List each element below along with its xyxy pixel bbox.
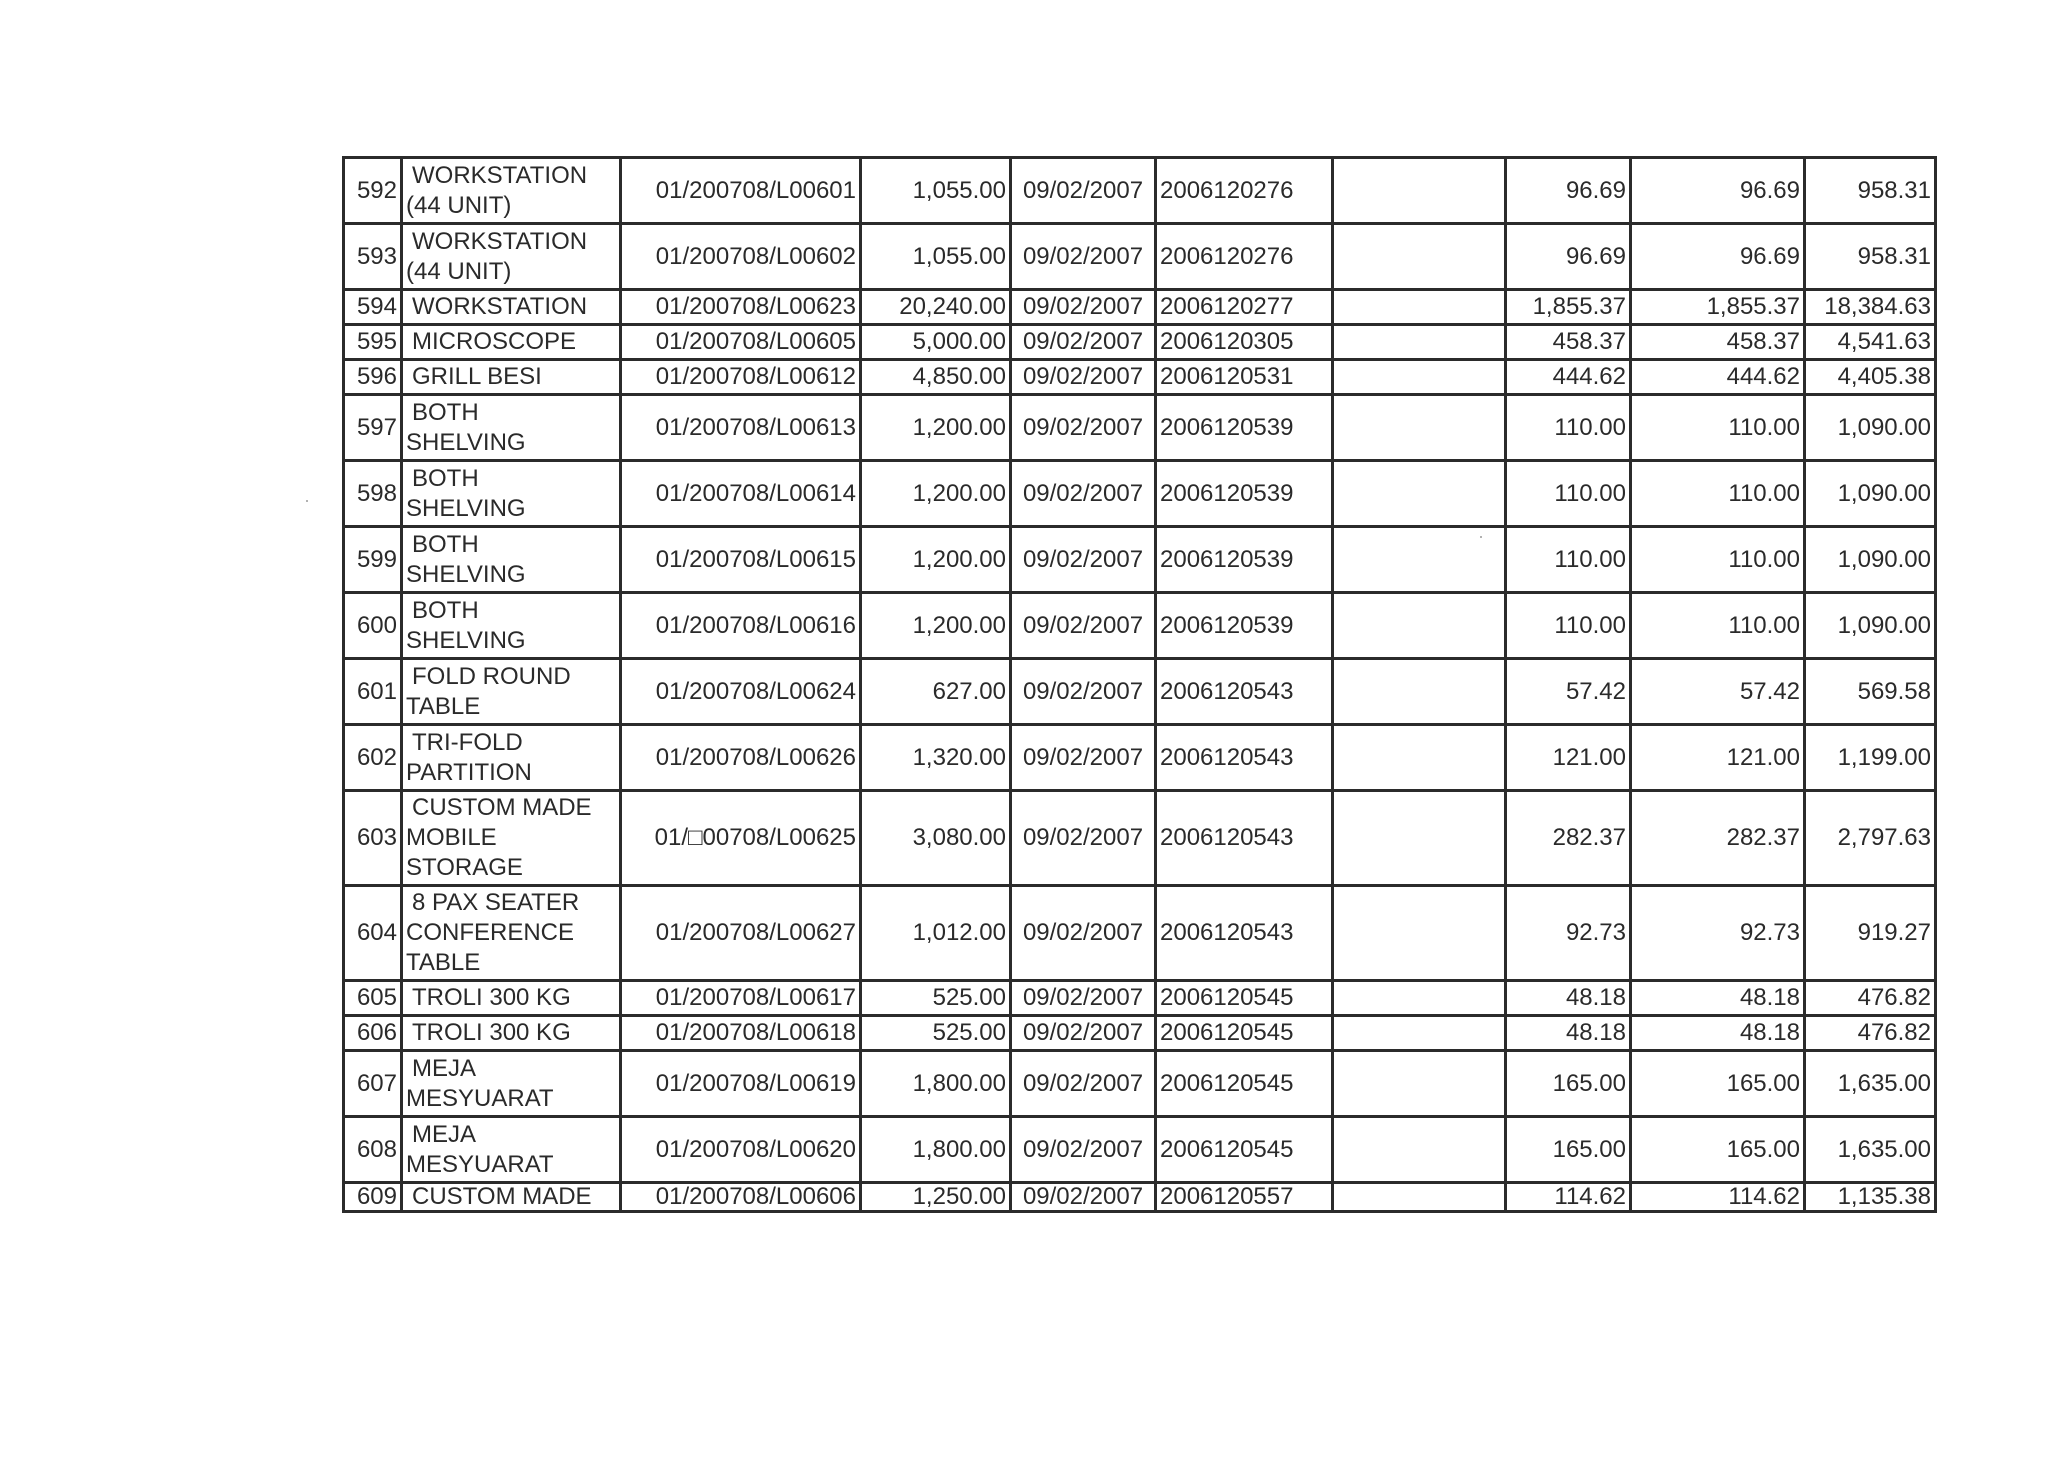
asset-code-cell: 01/200708/L00614 xyxy=(621,461,861,527)
item-number-cell: 592 xyxy=(344,158,402,224)
item-number-cell: 595 xyxy=(344,325,402,360)
date-cell: 09/02/2007 xyxy=(1011,527,1156,593)
value-3-cell: 919.27 xyxy=(1805,886,1936,981)
description-line: SHELVING xyxy=(406,494,526,522)
asset-code-cell: 01/200708/L00619 xyxy=(621,1051,861,1117)
asset-code-cell: 01/200708/L00627 xyxy=(621,886,861,981)
table-row xyxy=(344,158,1936,224)
table-row xyxy=(344,290,1936,325)
description-line: TROLI 300 KG xyxy=(412,1019,571,1046)
value-2-cell: 110.00 xyxy=(1631,461,1805,527)
item-number-cell: 608 xyxy=(344,1117,402,1183)
reference-cell: 2006120543 xyxy=(1156,886,1333,981)
asset-code-cell: 01/200708/L00620 xyxy=(621,1117,861,1183)
asset-code-cell: 01/200708/L00624 xyxy=(621,659,861,725)
cost-cell: 627.00 xyxy=(861,659,1011,725)
item-number-cell: 601 xyxy=(344,659,402,725)
item-number-cell: 607 xyxy=(344,1051,402,1117)
value-2-cell: 48.18 xyxy=(1631,1016,1805,1051)
value-2-cell: 110.00 xyxy=(1631,527,1805,593)
item-number-cell: 606 xyxy=(344,1016,402,1051)
description-line: SHELVING xyxy=(406,560,526,588)
asset-code-cell: 01/□00708/L00625 xyxy=(621,791,861,886)
date-cell: 09/02/2007 xyxy=(1011,1051,1156,1117)
description-line: SHELVING xyxy=(406,428,526,456)
empty-cell xyxy=(1333,395,1506,461)
cost-cell: 1,250.00 xyxy=(861,1183,1011,1212)
description-line: MEJA xyxy=(412,1054,477,1082)
item-number-cell: 594 xyxy=(344,290,402,325)
table-row xyxy=(344,791,1936,886)
value-3-cell: 1,635.00 xyxy=(1805,1117,1936,1183)
item-number-cell: 598 xyxy=(344,461,402,527)
table-body xyxy=(344,158,1936,1212)
empty-cell xyxy=(1333,290,1506,325)
reference-cell: 2006120543 xyxy=(1156,725,1333,791)
value-2-cell: 121.00 xyxy=(1631,725,1805,791)
description-cell xyxy=(402,593,621,659)
date-cell: 09/02/2007 xyxy=(1011,290,1156,325)
description-cell xyxy=(402,360,621,395)
value-2-cell: 165.00 xyxy=(1631,1051,1805,1117)
value-3-cell: 4,541.63 xyxy=(1805,325,1936,360)
table-row xyxy=(344,527,1936,593)
value-3-cell: 4,405.38 xyxy=(1805,360,1936,395)
value-3-cell: 2,797.63 xyxy=(1805,791,1936,886)
description-line: MICROSCOPE xyxy=(412,328,577,355)
item-number-cell: 605 xyxy=(344,981,402,1016)
description-line: SHELVING xyxy=(406,626,526,654)
description-line: WORKSTATION xyxy=(412,293,588,320)
description-line: MESYUARAT xyxy=(406,1150,554,1178)
cost-cell: 5,000.00 xyxy=(861,325,1011,360)
description-line: (44 UNIT) xyxy=(406,257,512,285)
empty-cell xyxy=(1333,325,1506,360)
value-3-cell: 18,384.63 xyxy=(1805,290,1936,325)
asset-code-cell: 01/200708/L00618 xyxy=(621,1016,861,1051)
value-3-cell: 1,135.38 xyxy=(1805,1183,1936,1212)
value-1-cell: 458.37 xyxy=(1506,325,1631,360)
value-2-cell: 1,855.37 xyxy=(1631,290,1805,325)
empty-cell xyxy=(1333,461,1506,527)
value-1-cell: 1,855.37 xyxy=(1506,290,1631,325)
table-row xyxy=(344,395,1936,461)
table-row xyxy=(344,659,1936,725)
reference-cell: 2006120276 xyxy=(1156,158,1333,224)
value-1-cell: 110.00 xyxy=(1506,527,1631,593)
cost-cell: 525.00 xyxy=(861,1016,1011,1051)
item-number-cell: 602 xyxy=(344,725,402,791)
table-row xyxy=(344,725,1936,791)
table-row xyxy=(344,593,1936,659)
value-1-cell: 165.00 xyxy=(1506,1051,1631,1117)
value-2-cell: 48.18 xyxy=(1631,981,1805,1016)
description-cell xyxy=(402,725,621,791)
description-line: TROLI 300 KG xyxy=(412,984,571,1011)
empty-cell xyxy=(1333,659,1506,725)
asset-code-cell: 01/200708/L00617 xyxy=(621,981,861,1016)
description-line: TRI-FOLD xyxy=(412,728,523,756)
cost-cell: 1,200.00 xyxy=(861,527,1011,593)
table-row xyxy=(344,1183,1936,1212)
date-cell: 09/02/2007 xyxy=(1011,395,1156,461)
description-line: FOLD ROUND xyxy=(412,662,571,690)
description-line: BOTH xyxy=(412,530,479,558)
asset-code-cell: 01/200708/L00602 xyxy=(621,224,861,290)
value-1-cell: 48.18 xyxy=(1506,1016,1631,1051)
reference-cell: 2006120277 xyxy=(1156,290,1333,325)
cost-cell: 1,055.00 xyxy=(861,158,1011,224)
empty-cell xyxy=(1333,1183,1506,1212)
date-cell: 09/02/2007 xyxy=(1011,659,1156,725)
cost-cell: 1,200.00 xyxy=(861,395,1011,461)
description-cell xyxy=(402,290,621,325)
cost-cell: 4,850.00 xyxy=(861,360,1011,395)
value-3-cell: 476.82 xyxy=(1805,1016,1936,1051)
value-3-cell: 476.82 xyxy=(1805,981,1936,1016)
asset-code-cell: 01/200708/L00616 xyxy=(621,593,861,659)
empty-cell xyxy=(1333,1051,1506,1117)
table-row xyxy=(344,981,1936,1016)
description-cell xyxy=(402,1051,621,1117)
description-cell xyxy=(402,395,621,461)
scan-speck xyxy=(306,500,308,502)
cost-cell: 1,800.00 xyxy=(861,1117,1011,1183)
asset-code-cell: 01/200708/L00615 xyxy=(621,527,861,593)
empty-cell xyxy=(1333,527,1506,593)
cost-cell: 1,012.00 xyxy=(861,886,1011,981)
description-line: BOTH xyxy=(412,596,479,624)
reference-cell: 2006120557 xyxy=(1156,1183,1333,1212)
value-1-cell: 96.69 xyxy=(1506,224,1631,290)
item-number-cell: 604 xyxy=(344,886,402,981)
value-2-cell: 458.37 xyxy=(1631,325,1805,360)
empty-cell xyxy=(1333,886,1506,981)
asset-code-cell: 01/200708/L00626 xyxy=(621,725,861,791)
description-line: GRILL BESI xyxy=(412,363,542,390)
description-cell xyxy=(402,791,621,886)
cost-cell: 3,080.00 xyxy=(861,791,1011,886)
reference-cell: 2006120539 xyxy=(1156,527,1333,593)
value-3-cell: 1,199.00 xyxy=(1805,725,1936,791)
cost-cell: 1,200.00 xyxy=(861,593,1011,659)
reference-cell: 2006120545 xyxy=(1156,981,1333,1016)
description-line: PARTITION xyxy=(406,758,532,786)
value-1-cell: 282.37 xyxy=(1506,791,1631,886)
description-cell xyxy=(402,1117,621,1183)
cost-cell: 1,200.00 xyxy=(861,461,1011,527)
table-row xyxy=(344,1117,1936,1183)
empty-cell xyxy=(1333,224,1506,290)
date-cell: 09/02/2007 xyxy=(1011,1016,1156,1051)
item-number-cell: 600 xyxy=(344,593,402,659)
value-2-cell: 444.62 xyxy=(1631,360,1805,395)
description-cell xyxy=(402,659,621,725)
value-2-cell: 110.00 xyxy=(1631,593,1805,659)
date-cell: 09/02/2007 xyxy=(1011,981,1156,1016)
value-3-cell: 569.58 xyxy=(1805,659,1936,725)
item-number-cell: 609 xyxy=(344,1183,402,1212)
description-cell xyxy=(402,224,621,290)
table-row xyxy=(344,1051,1936,1117)
description-line: MESYUARAT xyxy=(406,1084,554,1112)
date-cell: 09/02/2007 xyxy=(1011,158,1156,224)
date-cell: 09/02/2007 xyxy=(1011,224,1156,290)
empty-cell xyxy=(1333,593,1506,659)
table-row xyxy=(344,1016,1936,1051)
description-line: TABLE xyxy=(406,692,481,720)
description-line: (44 UNIT) xyxy=(406,191,512,219)
table-row xyxy=(344,224,1936,290)
value-3-cell: 1,090.00 xyxy=(1805,527,1936,593)
date-cell: 09/02/2007 xyxy=(1011,360,1156,395)
description-cell xyxy=(402,461,621,527)
value-2-cell: 92.73 xyxy=(1631,886,1805,981)
empty-cell xyxy=(1333,1117,1506,1183)
value-2-cell: 96.69 xyxy=(1631,158,1805,224)
value-2-cell: 96.69 xyxy=(1631,224,1805,290)
asset-code-cell: 01/200708/L00605 xyxy=(621,325,861,360)
item-number-cell: 603 xyxy=(344,791,402,886)
value-1-cell: 96.69 xyxy=(1506,158,1631,224)
description-cell xyxy=(402,1016,621,1051)
reference-cell: 2006120545 xyxy=(1156,1051,1333,1117)
asset-code-cell: 01/200708/L00606 xyxy=(621,1183,861,1212)
table-row xyxy=(344,886,1936,981)
value-1-cell: 165.00 xyxy=(1506,1117,1631,1183)
value-1-cell: 48.18 xyxy=(1506,981,1631,1016)
value-3-cell: 1,635.00 xyxy=(1805,1051,1936,1117)
value-2-cell: 282.37 xyxy=(1631,791,1805,886)
description-line: MEJA xyxy=(412,1120,477,1148)
cost-cell: 525.00 xyxy=(861,981,1011,1016)
reference-cell: 2006120543 xyxy=(1156,791,1333,886)
description-line: CONFERENCE xyxy=(406,919,575,946)
reference-cell: 2006120276 xyxy=(1156,224,1333,290)
empty-cell xyxy=(1333,791,1506,886)
description-line: CUSTOM MADE xyxy=(412,794,592,821)
description-line: TABLE xyxy=(406,949,481,976)
value-1-cell: 444.62 xyxy=(1506,360,1631,395)
reference-cell: 2006120545 xyxy=(1156,1016,1333,1051)
value-2-cell: 165.00 xyxy=(1631,1117,1805,1183)
cost-cell: 1,055.00 xyxy=(861,224,1011,290)
table-row xyxy=(344,461,1936,527)
date-cell: 09/02/2007 xyxy=(1011,791,1156,886)
value-3-cell: 958.31 xyxy=(1805,158,1936,224)
cost-cell: 1,320.00 xyxy=(861,725,1011,791)
date-cell: 09/02/2007 xyxy=(1011,886,1156,981)
date-cell: 09/02/2007 xyxy=(1011,461,1156,527)
description-line: WORKSTATION xyxy=(412,227,588,255)
empty-cell xyxy=(1333,158,1506,224)
description-cell xyxy=(402,325,621,360)
description-cell xyxy=(402,1183,621,1212)
value-1-cell: 57.42 xyxy=(1506,659,1631,725)
value-3-cell: 1,090.00 xyxy=(1805,593,1936,659)
value-2-cell: 57.42 xyxy=(1631,659,1805,725)
value-1-cell: 114.62 xyxy=(1506,1183,1631,1212)
reference-cell: 2006120543 xyxy=(1156,659,1333,725)
value-1-cell: 110.00 xyxy=(1506,461,1631,527)
item-number-cell: 593 xyxy=(344,224,402,290)
description-line: 8 PAX SEATER xyxy=(412,889,580,916)
empty-cell xyxy=(1333,1016,1506,1051)
description-cell xyxy=(402,886,621,981)
date-cell: 09/02/2007 xyxy=(1011,1117,1156,1183)
item-number-cell: 596 xyxy=(344,360,402,395)
asset-register-table xyxy=(342,156,1937,1213)
asset-code-cell: 01/200708/L00623 xyxy=(621,290,861,325)
reference-cell: 2006120539 xyxy=(1156,395,1333,461)
table-row xyxy=(344,360,1936,395)
empty-cell xyxy=(1333,981,1506,1016)
description-line: BOTH xyxy=(412,464,479,492)
empty-cell xyxy=(1333,725,1506,791)
value-2-cell: 114.62 xyxy=(1631,1183,1805,1212)
date-cell: 09/02/2007 xyxy=(1011,593,1156,659)
description-cell xyxy=(402,981,621,1016)
value-1-cell: 110.00 xyxy=(1506,395,1631,461)
asset-code-cell: 01/200708/L00612 xyxy=(621,360,861,395)
value-3-cell: 1,090.00 xyxy=(1805,395,1936,461)
reference-cell: 2006120539 xyxy=(1156,461,1333,527)
description-line: CUSTOM MADE xyxy=(412,1183,592,1210)
asset-code-cell: 01/200708/L00613 xyxy=(621,395,861,461)
table-row xyxy=(344,325,1936,360)
value-2-cell: 110.00 xyxy=(1631,395,1805,461)
date-cell: 09/02/2007 xyxy=(1011,1183,1156,1212)
item-number-cell: 597 xyxy=(344,395,402,461)
description-line: MOBILE xyxy=(406,824,497,851)
date-cell: 09/02/2007 xyxy=(1011,325,1156,360)
item-number-cell: 599 xyxy=(344,527,402,593)
description-line: STORAGE xyxy=(406,854,523,881)
cost-cell: 1,800.00 xyxy=(861,1051,1011,1117)
value-1-cell: 121.00 xyxy=(1506,725,1631,791)
reference-cell: 2006120539 xyxy=(1156,593,1333,659)
value-1-cell: 92.73 xyxy=(1506,886,1631,981)
description-line: WORKSTATION xyxy=(412,161,588,189)
value-1-cell: 110.00 xyxy=(1506,593,1631,659)
description-line: BOTH xyxy=(412,398,479,426)
description-cell xyxy=(402,158,621,224)
value-3-cell: 1,090.00 xyxy=(1805,461,1936,527)
empty-cell xyxy=(1333,360,1506,395)
reference-cell: 2006120545 xyxy=(1156,1117,1333,1183)
cost-cell: 20,240.00 xyxy=(861,290,1011,325)
reference-cell: 2006120531 xyxy=(1156,360,1333,395)
value-3-cell: 958.31 xyxy=(1805,224,1936,290)
asset-code-cell: 01/200708/L00601 xyxy=(621,158,861,224)
reference-cell: 2006120305 xyxy=(1156,325,1333,360)
date-cell: 09/02/2007 xyxy=(1011,725,1156,791)
description-cell xyxy=(402,527,621,593)
